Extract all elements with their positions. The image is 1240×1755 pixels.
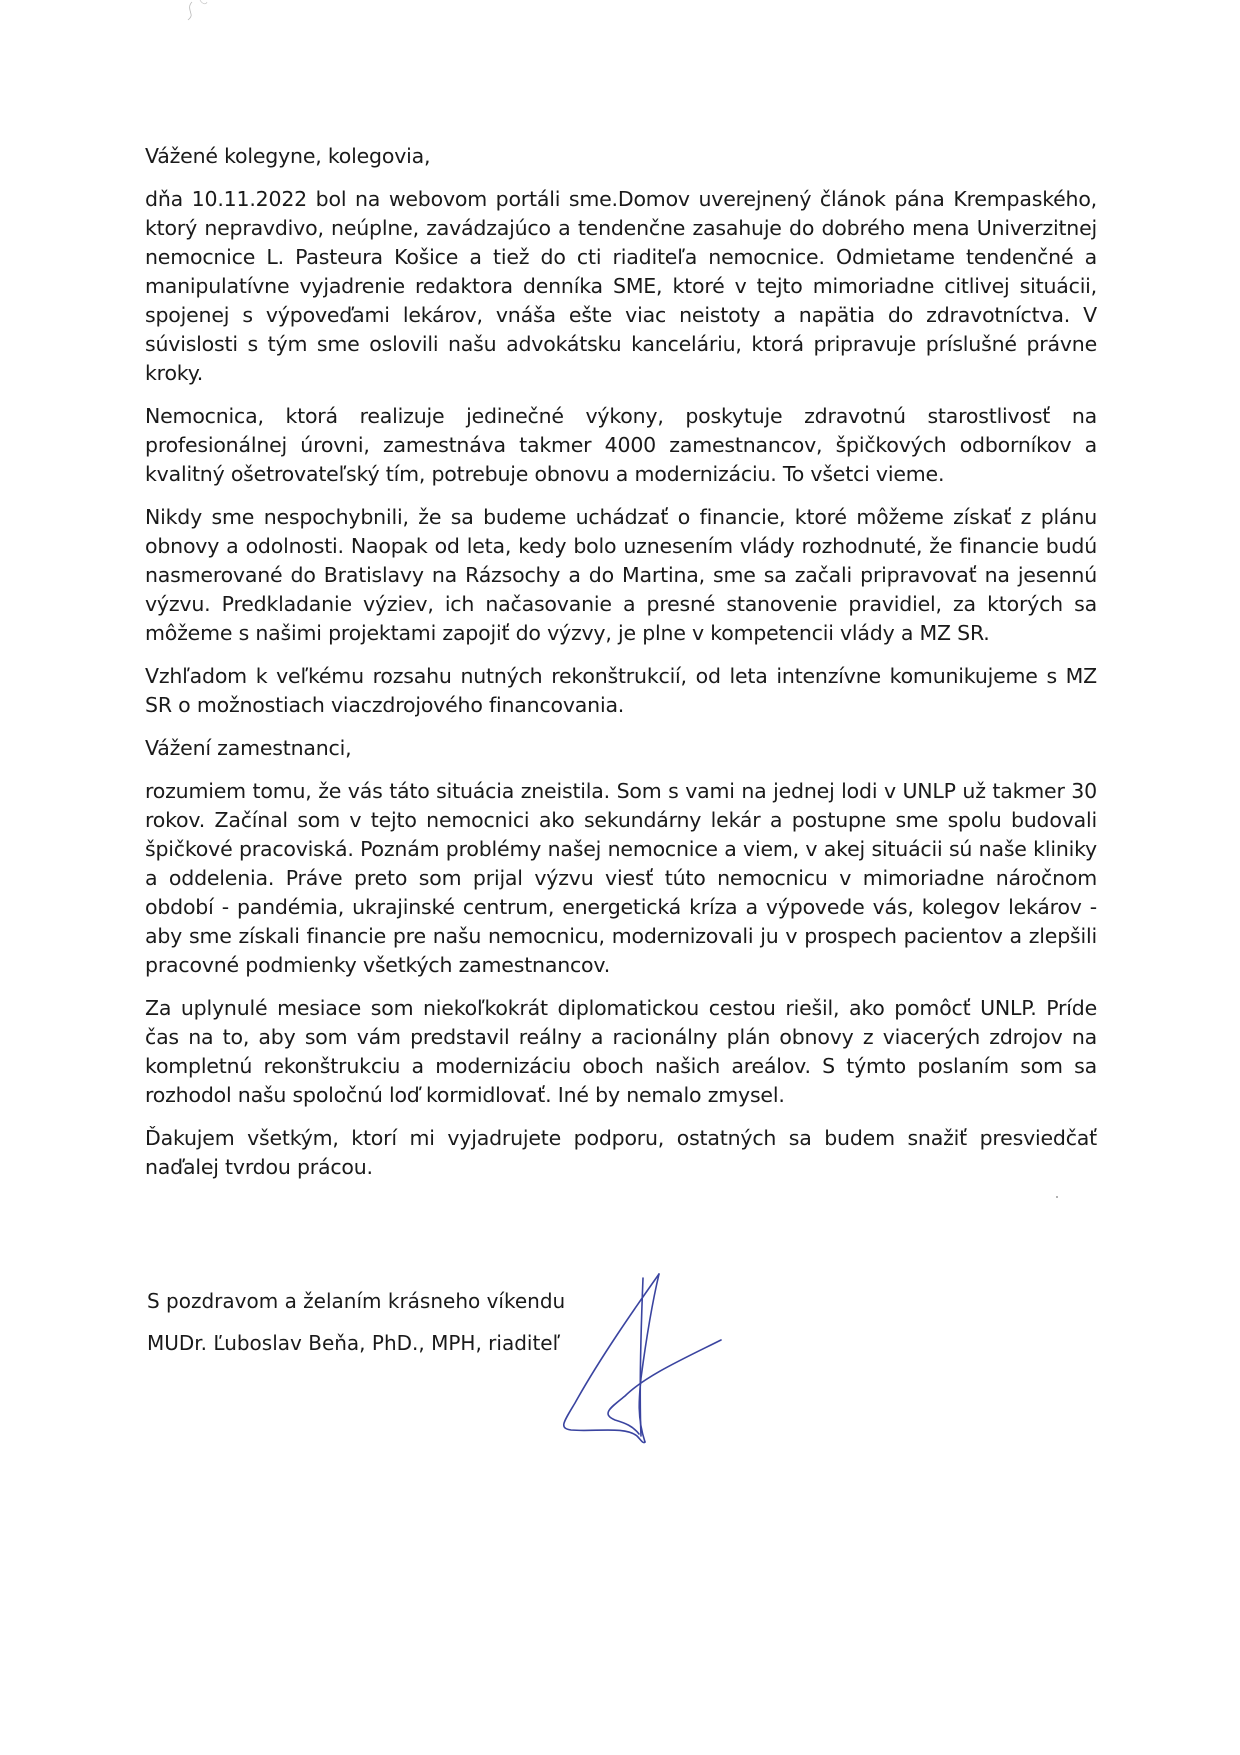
closing-phrase: S pozdravom a želaním krásneho víkendu bbox=[147, 1289, 566, 1313]
letter-closing bbox=[147, 1287, 565, 1371]
handwritten-signature bbox=[555, 1268, 735, 1448]
letter-body bbox=[145, 142, 1097, 1182]
employees-salutation: Vážení zamestnanci, bbox=[145, 736, 352, 760]
scan-artifact-mark bbox=[180, 0, 220, 24]
signatory-name: MUDr. Ľuboslav Beňa, PhD., MPH, riaditeľ bbox=[147, 1331, 561, 1355]
paragraph-personal-commitment: rozumiem tomu, že vás táto situácia zneistila. Som s vami na jednej lodi v UNLP už takmer 30 rokov. Začínal som v tejto nemocnici ako sekundárny lekár a postupne sme spolu budovali špičkové pracoviská. Poznám problémy našej nemocnice a viem, v akej situácii sú naše kliniky a oddelenia. Práve preto som prijal výzvu viesť túto nemocnicu v mimoriadne náročnom období - pandémia, ukrajinské centrum, energetická kríza a výpovede vás, kolegov lekárov - aby sme získali financie pre našu nemocnicu, modernizovali ju v prospech pacientov a zlepšili pracovné podmienky všetkých zamestnancov. bbox=[145, 779, 1097, 977]
paragraph-financing: Vzhľadom k veľkému rozsahu nutných rekonštrukcií, od leta intenzívne komunikujeme s MZ SR o možnostiach viaczdrojového financovania. bbox=[145, 664, 1097, 717]
salutation: Vážené kolegyne, kolegovia, bbox=[145, 144, 431, 168]
paragraph-hospital-needs: Nemocnica, ktorá realizuje jedinečné výkony, poskytuje zdravotnú starostlivosť na profesionálnej úrovni, zamestnáva takmer 4000 zamestnancov, špičkových odborníkov a kvalitný ošetrovateľský tím, potrebuje obnovu a modernizáciu. To všetci vieme. bbox=[145, 404, 1097, 486]
paragraph-thanks: Ďakujem všetkým, ktorí mi vyjadrujete podporu, ostatných sa budem snažiť presviedčať naďalej tvrdou prácou. bbox=[145, 1126, 1097, 1179]
paragraph-recovery-plan: Nikdy sme nespochybnili, že sa budeme uchádzať o financie, ktoré môžeme získať z plánu obnovy a odolnosti. Naopak od leta, kedy bolo uznesením vlády rozhodnuté, že financie budú nasmerované do Bratislavy na Rázsochy a do Martina, sme sa začali pripravovať na jesennú výzvu. Predkladanie výziev, ich načasovanie a presné stanovenie pravidiel, za ktorých sa môžeme s našimi projektami zapojiť do výzvy, je plne v kompetencii vlády a MZ SR. bbox=[145, 505, 1097, 645]
scan-speck bbox=[1056, 1196, 1058, 1198]
paragraph-article-response: dňa 10.11.2022 bol na webovom portáli sme.Domov uverejnený článok pána Krempaského, ktorý nepravdivo, neúplne, zavádzajúco a tendenčne zasahuje do dobrého mena Univerzitnej nemocnice L. Pasteura Košice a tiež do cti riaditeľa nemocnice. Odmietame tendenčné a manipulatívne vyjadrenie redaktora denníka SME, ktoré v tejto mimoriadne citlivej situácii, spojenej s výpoveďami lekárov, vnáša ešte viac neistoty a napätia do zdravotníctva. V súvislosti s tým sme oslovili našu advokátsku kanceláriu, ktorá pripravuje príslušné právne kroky. bbox=[145, 187, 1097, 385]
paragraph-future-plan: Za uplynulé mesiace som niekoľkokrát diplomatickou cestou riešil, ako pomôcť UNLP. Príde čas na to, aby som vám predstavil reálny a racionálny plán obnovy z viacerých zdrojov na kompletnú rekonštrukciu a modernizáciu oboch našich areálov. S týmto poslaním som sa rozhodol našu spoločnú loď kormidlovať. Iné by nemalo zmysel. bbox=[145, 996, 1097, 1107]
